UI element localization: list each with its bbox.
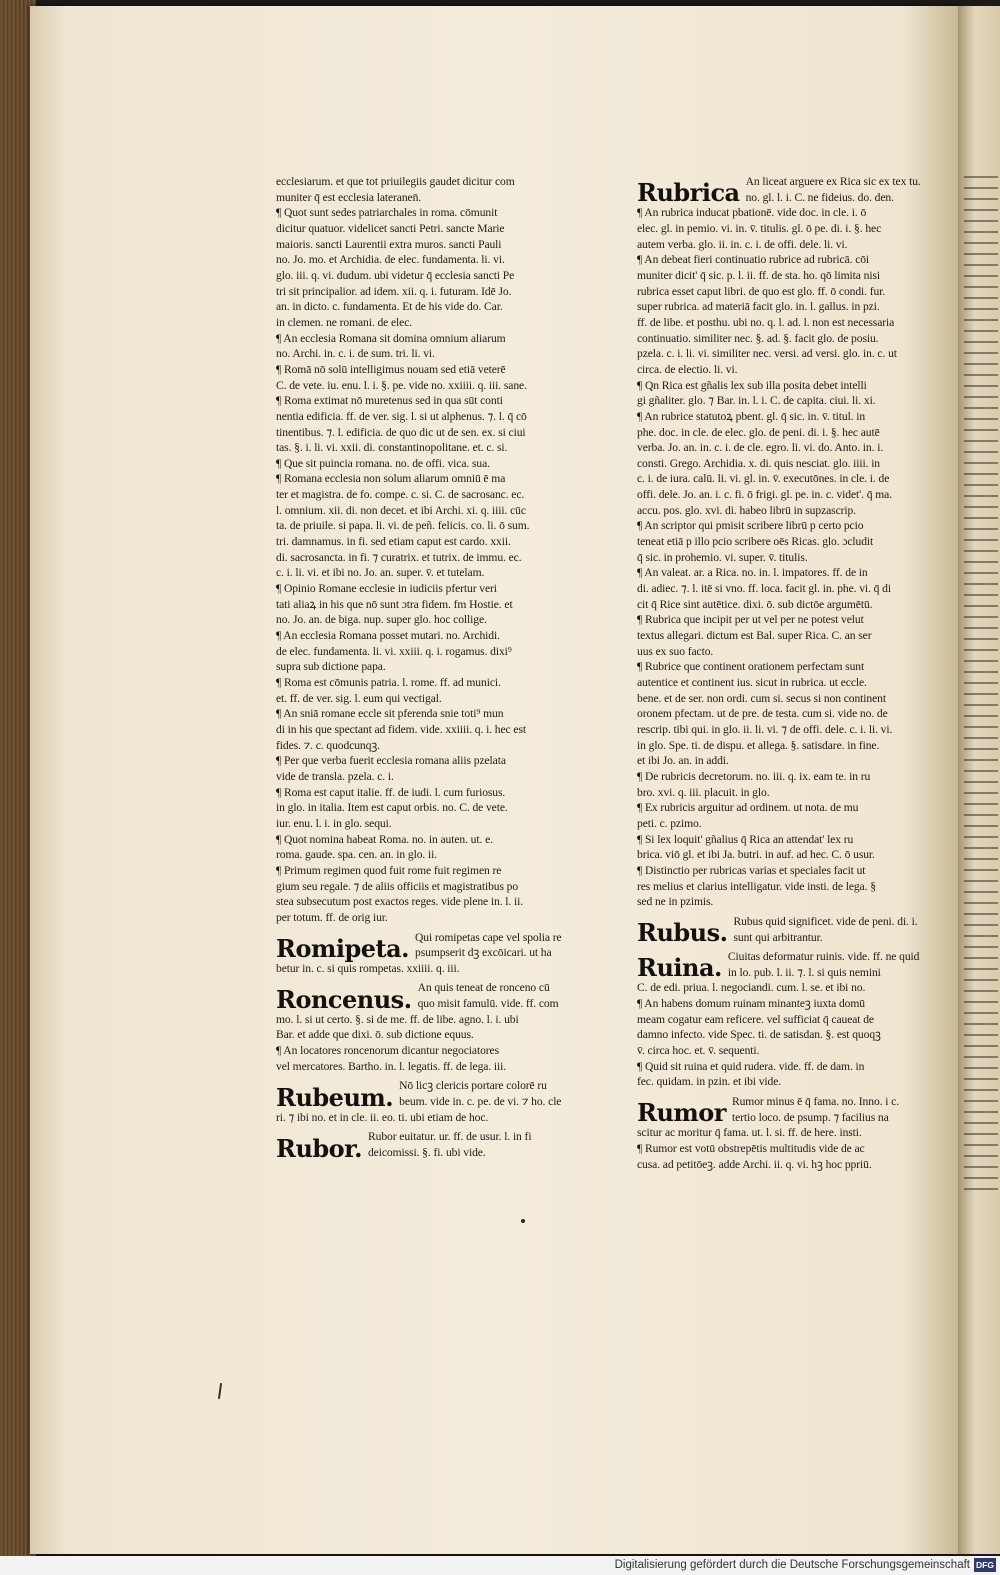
text-line: fides. ⁊. c. quodcunqꝫ. — [276, 738, 380, 752]
text-line: ¶ Si lex loquit' gñalius q̄ Rica an attendat' lex ru — [637, 832, 854, 846]
text-line: autem verba. glo. ii. in. c. i. de offi. dele. li. vi. — [637, 237, 848, 251]
text-line: ¶ Opinio Romane ecclesie in iudiciis pfertur veri — [276, 582, 497, 596]
text-line: verba. Jo. an. in. c. i. de cle. egro. li. vi. do. Anto. in. i. — [637, 441, 884, 455]
dictionary-entry — [276, 980, 566, 1014]
text-line: ¶ Primum regimen quod fuit rome fuit regimen re — [276, 863, 502, 877]
text-line: dicitur quatuor. videlicet sancti Petri. sancte Marie — [276, 221, 505, 235]
text-line: no. Archi. in. c. i. de sum. tri. li. vi. — [276, 347, 435, 361]
text-line: et ibi Jo. an. in addi. — [637, 754, 729, 768]
text-line: ¶ Quot nomina habeat Roma. no. in auten. ut. e. — [276, 832, 493, 846]
text-line: phe. doc. in cle. de elec. glo. de peni. di. i. §. hec autē — [637, 425, 880, 439]
text-line: bro. xvi. q. iii. placuit. in glo. — [637, 785, 770, 799]
entry-heading: Roncenus. — [276, 984, 412, 1014]
text-line: ¶ Que sit puincia romana. no. de offi. vica. sua. — [276, 456, 490, 470]
text-line: ¶ An scriptor qui pmisit scribere librū p certo pcio — [637, 519, 864, 533]
text-line: ¶ Roma extimat nō muretenus sed in qua sūt conti — [276, 394, 503, 408]
text-line: rubrica esset caput libri. de quo est glo. ff. ō condi. fur. — [637, 284, 886, 298]
text-line: autentice et continent ius. sicut in rubrica. ut eccle. — [637, 676, 867, 689]
text-line: pzela. c. i. li. vi. similiter nec. versi. ad versi. glo. in. c. ut — [637, 347, 897, 361]
entry-heading: Romipeta. — [276, 933, 410, 963]
text-line: oronem pfectam. ut de pre. de testa. cum si. vide no. de — [637, 707, 888, 721]
text-line: accu. pos. glo. xvi. di. habeo librū in supzascrip. — [637, 503, 856, 517]
text-line: glo. iii. q. vi. dudum. ubi videtur q̄ ecclesia sancti Pe — [276, 268, 515, 282]
text-line: in clemen. ne romani. de elec. — [276, 315, 413, 329]
text-line: ¶ Rubrice que continent orationem perfectam sunt — [637, 660, 865, 674]
text-line: ecclesiarum. et que tot priuilegiis gaudet dicitur com — [276, 175, 515, 188]
dictionary-entry — [276, 1129, 566, 1163]
text-line: scitur ac moritur q̄ fama. ut. l. si. ff. de here. insti. — [637, 1126, 862, 1140]
text-line: q̄ sic. in prohemio. vi. super. v̄. titulis. — [637, 550, 808, 564]
text-line: rescrip. tibi qui. in glo. ii. li. vi. ⁊ de offi. dele. c. i. li. vi. — [637, 722, 893, 736]
text-line: di. sacrosancta. in fi. ⁊ curatrix. et tutrix. de immu. ec. — [276, 550, 522, 564]
text-line: stea subsecutum post exactos reges. vide plene in. l. ii. — [276, 895, 524, 909]
text-line: tati aliaꝝ in his que nō sunt ɔtra fidem. fm Hostie. et — [276, 597, 513, 611]
text-line: textus allegari. dictum est Bal. super Rica. C. an ser — [637, 629, 872, 643]
text-line: et. ff. de ver. sig. l. eum qui vectigal. — [276, 691, 442, 705]
text-line: l. omnium. xii. di. non decet. et ibi Archi. xi. q. iiii. cūc — [276, 503, 526, 517]
text-line: peti. c. pzimo. — [637, 816, 702, 830]
text-line: an. in dicto. c. fundamenta. Et de his vide do. Car. — [276, 300, 503, 314]
text-line: continuatio. similiter nec. §. ad. §. facit glo. de posiu. — [637, 331, 879, 345]
text-line: damno infecto. vide Spec. ti. de satisdan. §. est quoqꝫ — [637, 1028, 881, 1042]
text-line: ¶ Ex rubricis arguitur ad ordinem. ut nota. de mu — [637, 801, 859, 815]
text-line: ¶ De rubricis decretorum. no. iii. q. ix. eam te. in ru — [637, 769, 871, 783]
dictionary-entry — [637, 1094, 925, 1128]
text-line: ¶ Romana ecclesia non solum aliarum omniū ē ma — [276, 472, 506, 486]
text-line: gi gñaliter. glo. ⁊ Bar. in. l. i. C. de capita. ciui. li. xi. — [637, 394, 876, 408]
entry-heading: Rumor — [637, 1098, 726, 1128]
text-line: cusa. ad petitōeꝫ. adde Archi. ii. q. vi. hꝫ hoc ppriū. — [637, 1157, 872, 1171]
entry-side-text: An quis teneat de ronceno cū quo misit famulū. vide. ff. com — [417, 981, 559, 1011]
text-line: v̄. circa hoc. et. v̄. sequenti. — [637, 1044, 760, 1058]
text-line: betur in. c. si quis rompetas. xxiiii. q. iii. — [276, 961, 460, 975]
text-line: ff. de libe. et posthu. ubi no. q. l. ad. l. non est necessaria — [637, 315, 895, 329]
text-line: no. Jo. mo. et Archidia. de elec. fundamenta. li. vi. — [276, 253, 505, 267]
text-line: bene. et de ser. non ordi. cum si. secus si non continent — [637, 691, 886, 705]
text-line: Bar. et adde que dixi. ō. sub dictione equus. — [276, 1028, 474, 1042]
footer-credit: Digitalisierung gefördert durch die Deutsche Forschungsgemeinschaft — [614, 1559, 970, 1571]
text-line: ¶ Rubrica que incipit per ut vel per ne potest velut — [637, 613, 864, 627]
text-line: ¶ An ecclesia Romana posset mutari. no. Archidi. — [276, 629, 500, 643]
text-line: di in his que spectant ad fidem. vide. xxiiii. q. i. hec est — [276, 722, 526, 736]
text-line: ri. ⁊ ibi no. et in cle. ii. eo. ti. ubi etiam de hoc. — [276, 1110, 489, 1124]
text-line: ¶ Qn Rica est gñalis lex sub illa posita debet intelli — [637, 378, 867, 392]
text-line: nentia edificia. ff. de ver. sig. l. si ut alphenus. ⁊. l. q̄ cō — [276, 409, 527, 423]
text-line: muniter dicit' q̄ sic. p. l. ii. ff. de sta. ho. qō limita nisi — [637, 268, 880, 282]
text-line: di. adiec. ⁊. l. itē si vno. ff. loca. facit gl. in. phe. vi. q̄ di — [637, 582, 891, 596]
dictionary-entry — [637, 949, 925, 983]
text-line: ¶ Per que verba fuerit ecclesia romana aliis pzelata — [276, 754, 506, 768]
entry-heading: Ruina. — [637, 953, 722, 983]
entry-side-text: An liceat arguere ex Rica sic ex tex tu. no. gl. l. i. C. ne fideius. do. den. — [745, 175, 921, 204]
text-line: muniter q̄ est ecclesia lateranen̄. — [276, 190, 422, 204]
dictionary-entry — [276, 1078, 566, 1112]
entry-side-text: Nō licꝫ clericis portare colorē ru beum. vide in. c. pe. de vi. ⁊ ho. cle — [399, 1079, 562, 1109]
text-line: maioris. sancti Laurentii extra muros. sancti Pauli — [276, 237, 502, 251]
text-line: ¶ Quot sunt sedes patriarchales in roma. cōmunit — [276, 206, 498, 220]
text-line: in glo. Spe. ti. de dispu. et allega. §. satisdare. in fine. — [637, 738, 880, 752]
entry-side-text: Rubus quid significet. vide de peni. di. i. sunt qui arbitrantur. — [733, 914, 918, 944]
text-line: ¶ An rubrice statutoꝝ pbent. gl. q̄ sic. in. v̄. titul. in — [637, 409, 866, 423]
entry-side-text: Ciuitas deformatur ruinis. vide. ff. ne quid in lo. pub. l. ii. ⁊. l. si quis nemini — [727, 950, 920, 979]
text-line: ¶ An sniā romane eccle sit pferenda snie toti⁹ mun — [276, 707, 504, 721]
text-line: ¶ Romā nō solū intelligimus nouam sed etiā veterē — [276, 362, 506, 376]
entry-side-text: Rubor euitatur. ur. ff. de usur. l. in fi deicomissi. §. fi. ubi vide. — [367, 1130, 532, 1160]
text-line: ¶ An locatores roncenorum dicantur negociatores — [276, 1044, 500, 1058]
text-line: ¶ Roma est cōmunis patria. l. rome. ff. ad munici. — [276, 676, 501, 689]
left-text-column — [276, 174, 566, 1161]
text-line: C. de edi. priua. l. negociandi. cum. l. se. et ibi no. — [637, 981, 866, 995]
text-line: ¶ Quid sit ruina et quid rudera. vide. ff. de dam. in — [637, 1059, 865, 1073]
text-line: ¶ Rumor est votū obstrepētis multitudis vide de ac — [637, 1142, 865, 1156]
text-line: ter et magistra. de fo. compe. c. si. C. de sacrosanc. ec. — [276, 488, 525, 502]
text-line: C. de vete. iu. enu. l. i. §. pe. vide no. xxiiii. q. iii. sane. — [276, 378, 527, 392]
dictionary-entry — [637, 914, 925, 948]
text-line: per totum. ff. de orig iur. — [276, 910, 388, 924]
text-line: in glo. in italia. Item est caput orbis. no. C. de vete. — [276, 801, 508, 815]
text-line: ¶ An rubrica inducat pbationē. vide doc. in cle. i. ō — [637, 206, 867, 220]
text-line: ¶ Roma est caput italie. ff. de iudi. l. cum furiosus. — [276, 785, 506, 799]
adjacent-page-edge — [958, 6, 1000, 1554]
dictionary-entry — [637, 174, 925, 208]
entry-side-text: Qui romipetas cape vel spolia re psumpserit dꝫ excōicari. ut ha — [415, 930, 562, 960]
text-line: ¶ An valeat. ar. a Rica. no. in. l. impatores. ff. de in — [637, 566, 868, 580]
text-line: ¶ An habens domum ruinam minanteꝫ iuxta domū — [637, 997, 865, 1011]
text-line: offi. dele. Jo. an. i. c. fi. ō frigi. gl. pe. in. c. videt'. q̄ ma. — [637, 488, 893, 502]
text-line: sed ne in pzimis. — [637, 895, 714, 909]
text-line: gium seu regale. ⁊ de aliis officiis et magistratibus po — [276, 879, 519, 893]
text-line: c. i. li. vi. et ibi no. Jo. an. super. v̄. et tutelam. — [276, 566, 485, 580]
entry-heading: Rubrica — [637, 178, 740, 208]
text-line: fec. quidam. in pzin. et ibi vide. — [637, 1075, 782, 1089]
text-line: circa. de electio. li. vi. — [637, 362, 738, 376]
text-line: ¶ Distinctio per rubricas varias et speciales facit ut — [637, 863, 866, 877]
text-line: uus ex suo facto. — [637, 644, 714, 658]
dfg-logo: DFG — [974, 1558, 996, 1572]
text-line: tri. damnamus. in fi. sed etiam caput est cardo. xxii. — [276, 535, 511, 549]
text-line: tri sit principalior. ad idem. xii. q. i. futuram. Idē Jo. — [276, 284, 512, 298]
dictionary-entry — [276, 930, 566, 961]
text-line: consti. Grego. Archidia. x. di. quis nesciat. glo. iiii. in — [637, 456, 881, 470]
text-line: ta. de priuile. si papa. li. vi. de peñ. felicis. co. li. ō sum. — [276, 519, 530, 533]
text-line: vel mercatores. Bartho. in. l. legatis. ff. de lega. iii. — [276, 1059, 507, 1073]
text-line: de elec. fundamenta. li. vi. xxiii. q. i. rogamus. dixi⁹ — [276, 644, 512, 658]
text-line: vide de transla. pzela. c. i. — [276, 769, 394, 783]
text-line: teneat etiā p illo pcio scribere oēs Ricas. glo. ɔcludit — [637, 535, 874, 549]
entry-heading: Rubus. — [637, 918, 728, 948]
text-line: mo. l. si ut certo. §. si de me. ff. de libe. agno. l. i. ubi — [276, 1012, 519, 1026]
page-dot-mark — [521, 1219, 525, 1223]
entry-side-text: Rumor minus ē q̄ fama. no. Inno. i c. tertio loco. de psump. ⁊ facilius na — [731, 1095, 900, 1124]
text-line: c. i. de iura. calū. li. vi. gl. in. v̄. executōnes. in cle. i. de — [637, 472, 890, 486]
text-line: supra sub dictione papa. — [276, 660, 386, 674]
text-line: elec. gl. in pemio. vi. in. v̄. titulis. gl. ō pe. di. i. §. hec — [637, 221, 882, 235]
text-line: cit q̄ Rice sint autētice. dixi. ō. sub dictōe argumētū. — [637, 597, 873, 611]
entry-heading: Rubor. — [276, 1133, 362, 1163]
text-line: res melius et clarius intelligatur. vide insti. de lega. § — [637, 879, 876, 893]
right-text-column — [637, 174, 925, 1172]
text-line: ¶ An ecclesia Romana sit domina omnium aliarum — [276, 331, 506, 345]
text-line: brica. viō gl. et ibi Ja. butri. in auf. ad hec. C. ō usur. — [637, 848, 875, 862]
text-line: meam cogatur eam reficere. vel sufficiat q̄ caueat de — [637, 1012, 874, 1026]
text-line: ¶ An debeat fieri continuatio rubrice ad rubricā. cōi — [637, 253, 870, 267]
entry-heading: Rubeum. — [276, 1082, 394, 1112]
text-line: tas. §. i. li. vi. xxii. di. constantinopolitane. et. c. si. — [276, 441, 508, 455]
text-line: super rubrica. ad materiā facit glo. in. l. gallus. in pzi. — [637, 300, 880, 314]
text-line: tinentibus. ⁊. l. edificia. de quo dic ut de sen. ex. si ciui — [276, 425, 526, 439]
text-line: no. Jo. an. de biga. nup. super glo. hoc collige. — [276, 613, 487, 627]
text-line: roma. gaude. spa. cen. an. in glo. ii. — [276, 848, 438, 862]
text-line: iur. enu. l. i. in glo. sequi. — [276, 816, 392, 830]
